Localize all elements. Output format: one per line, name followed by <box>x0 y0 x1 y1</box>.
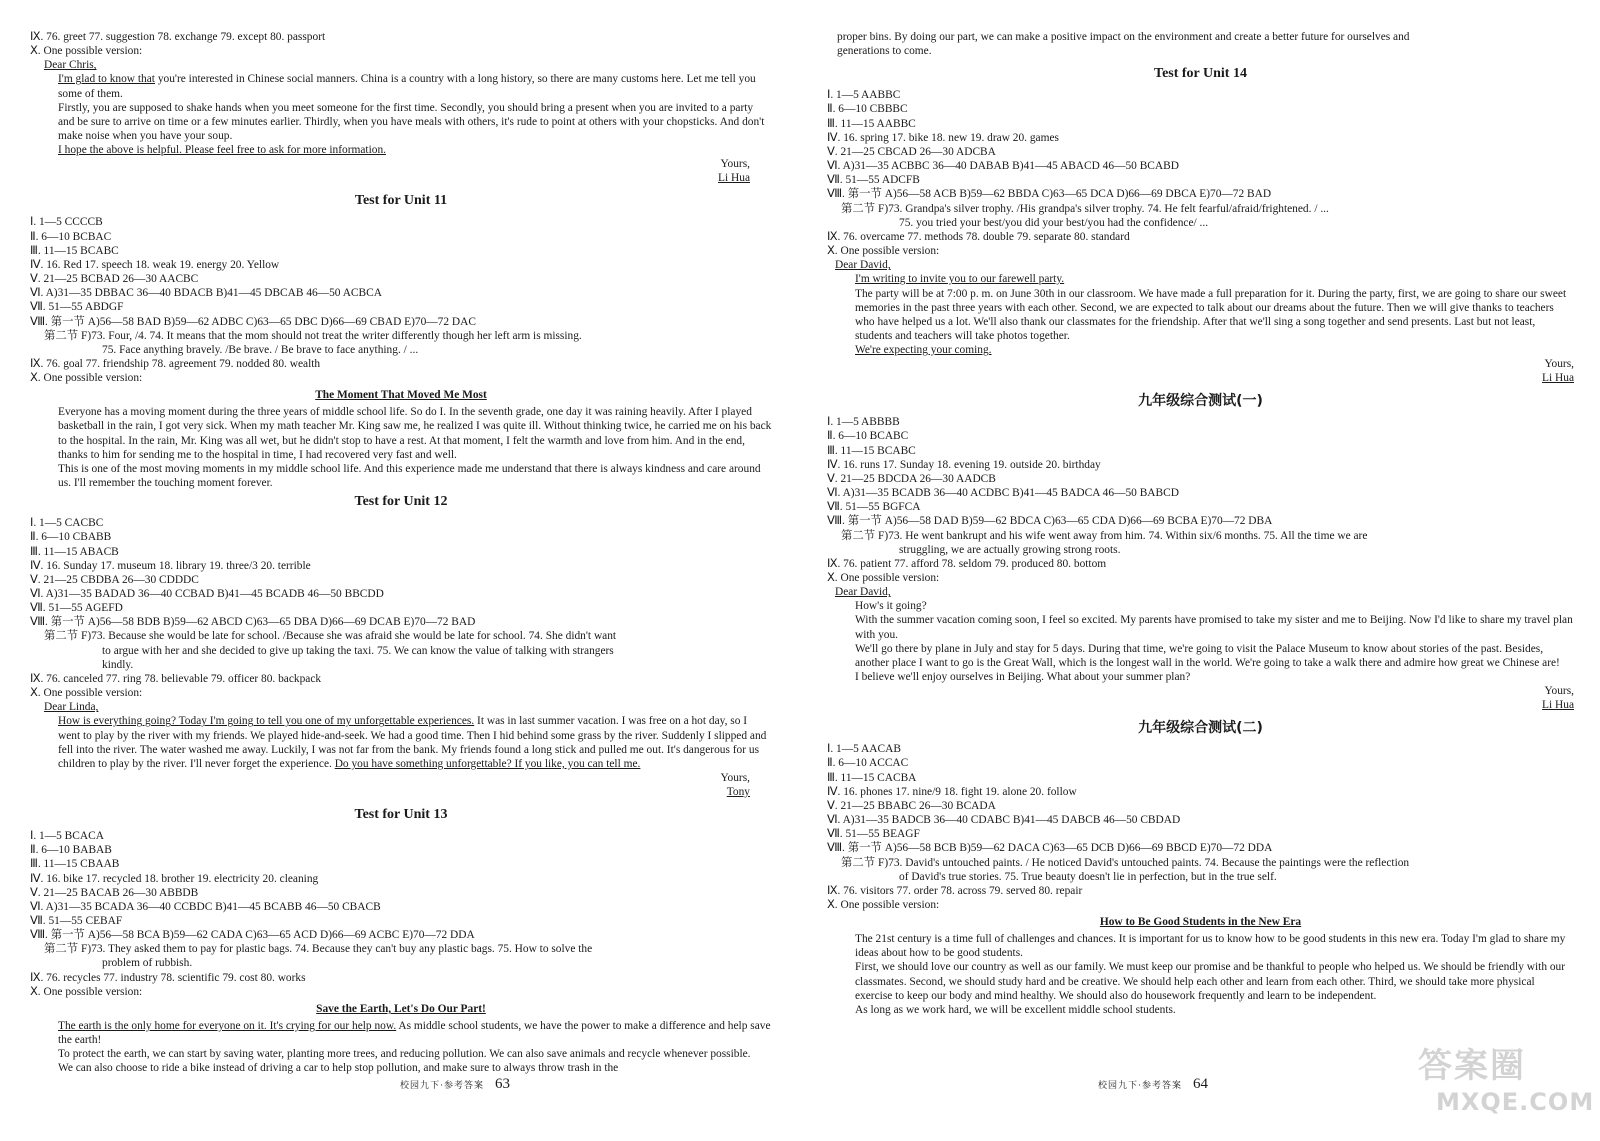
sign-name: Li Hua <box>718 172 750 185</box>
essay-paragraph: Everyone has a moving moment during the three years of middle school life. So do I. In the seventh grade, one day it was raining heavily. After I played basketball in the rain, I got very sick. When my math teacher Mr. King saw me, he realized I was quite ill. Without thinking twice, he carried me on his back to the hospital. In the rain, Mr. King was all wet, but he didn't stop to have a rest. At that moment, I felt the warmth and love from him. And in the end, thanks to him for sending me to the hospital in time, I had recovered very fast and well. <box>58 406 772 461</box>
watermark-en-text: MXQE.COM <box>1436 1088 1595 1116</box>
answer-line: 第二节 F)73. He went bankrupt and his wife went away from him. 74. Within six/6 months. 75. All the time we are <box>841 529 1368 542</box>
underlined-sentence: How is everything going? Today I'm going to tell you one of my unforgettable experiences. <box>58 715 475 728</box>
answer-line: Ⅳ. 16. runs 17. Sunday 18. evening 19. outside 20. birthday <box>827 458 1101 471</box>
paragraph-text: It was in last summer vacation. I was free on a hot day, so I went to play by the river with my friends. We played hide-and-seek. We had a good time. Then I hid behind some grass by the river. Suddenly I slipped and fell into the river. The water washed me away. Luckily, I was not far from the bank. My friends found a long stick and pulled me out. It's dangerous for us children to play by the river. I'll never forget the experience. <box>58 715 767 770</box>
answer-line: 第二节 F)73. They asked them to pay for plastic bags. 74. Because they can't buy any plastic bags. 75. How to solve the <box>44 943 593 956</box>
essay-paragraph: First, we should love our country as well as our family. We must keep our promise and be thankful to people who helped us. We should be friendly with our classmates. Second, we should study hard and be creative. We should help each other and learn from each other. Third, we should take more physical exercise to keep our body and mind healthy. We should also do housework frequently and learn to be independent. <box>855 961 1566 1002</box>
letter-greeting: Dear Linda, <box>44 701 99 714</box>
letter-closing-sentence: I hope the above is helpful. Please feel free to ask for more information. <box>58 144 386 157</box>
answer-line: Ⅷ. 第一节 A)56—58 BCB B)59—62 DACA C)63—65 DCB D)66—69 BBCD E)70—72 DDA <box>827 842 1273 855</box>
answer-line: Ⅰ. 1—5 AACAB <box>827 743 901 756</box>
essay-paragraph: To protect the earth, we can start by saving water, planting more trees, and reducing pollution. We can also save animals and recycle whenever possible. <box>58 1048 751 1061</box>
answer-line: Ⅱ. 6—10 BABAB <box>30 844 112 857</box>
letter-paragraph: We'll go there by plane in July and stay for 5 days. During that time, we're going to visit the Palace Museum to know about stories of the past. Besides, another place I want to go is the Great Wall, which is the longest wall in the world. We're going to take a walk there and admire how great we Chinese are! <box>855 642 1560 669</box>
answer-line: 75. Face anything bravely. /Be brave. / Be brave to face anything. / ... <box>102 343 419 356</box>
letter-paragraph: How's it going? <box>855 600 927 613</box>
answer-line: Ⅶ. 51—55 BGFCA <box>827 501 921 514</box>
paragraph-continuation: generations to come. <box>837 45 932 58</box>
essay-paragraph: This is one of the most moving moments in my middle school life. And this experience made me understand that there is always kindness and care around us. I'll remember the touching moment forever. <box>58 462 761 490</box>
section-title-unit-13: Test for Unit 13 <box>354 807 448 823</box>
footer-book-title: 校园九下·参考答案 <box>1098 1080 1182 1090</box>
answer-line: problem of rubbish. <box>102 957 193 970</box>
answer-line: struggling, we are actually growing strong roots. <box>899 543 1121 556</box>
essay-paragraph: The 21st century is a time full of challenges and chances. It is important for us to know how to be good students in this new era. Today I'm glad to share my ideas about how to be good students. <box>855 933 1566 960</box>
signature-block <box>30 157 772 185</box>
answer-line: Ⅸ. 76. goal 77. friendship 78. agreement 79. nodded 80. wealth <box>30 357 321 370</box>
signature-block <box>30 771 772 799</box>
answer-line: Ⅹ. One possible version: <box>827 245 940 258</box>
essay-paragraph: We can also choose to ride a bike instead of driving a car to help stop pollution, and make sure to always throw trash in the <box>58 1062 619 1075</box>
answer-line: Ⅷ. 第一节 A)56—58 BCA B)59—62 CADA C)63—65 ACD D)66—69 ACBC E)70—72 DDA <box>30 929 475 942</box>
answer-line: Ⅸ. 76. canceled 77. ring 78. believable 79. officer 80. backpack <box>30 672 322 685</box>
answer-line: Ⅷ. 第一节 A)56—58 BDB B)59—62 ABCD C)63—65 DBA D)66—69 DCAB E)70—72 BAD <box>30 616 476 629</box>
answer-line: Ⅲ. 11—15 BCABC <box>827 444 916 457</box>
essay-title: The Moment That Moved Me Most <box>315 389 487 402</box>
sign-yours: Yours, <box>720 158 750 171</box>
answer-line: Ⅲ. 11—15 ABACB <box>30 545 119 558</box>
answer-line: Ⅷ. 第一节 A)56—58 BAD B)59—62 ADBC C)63—65 DBC D)66—69 CBAD E)70—72 DAC <box>30 315 476 328</box>
letter-paragraph: The party will be at 7:00 p. m. on June 30th in our classroom. We have made a full preparation for it. During the party, first, we are going to share our sweet memories in the past three years with each other. Second, we are expected to talk about our dreams about the future. Then we will give thanks to teachers who have helped us a lot. We'll also thank our classmates for the friendship. After that we'll sing a song together and send presents. Last but not least, students and teachers will take photos together. <box>855 287 1567 342</box>
answer-line: Ⅱ. 6—10 BCABC <box>827 430 909 443</box>
answer-line: Ⅵ. A)31—35 BCADA 36—40 CCBDC B)41—45 BCABB 46—50 CBACB <box>30 900 381 913</box>
answer-line: Ⅰ. 1—5 ABBBB <box>827 416 900 429</box>
underlined-sentence: I'm glad to know that <box>58 73 155 86</box>
answer-line: Ⅰ. 1—5 CCCCB <box>30 216 103 229</box>
letter-paragraph <box>30 714 772 771</box>
page-number: 63 <box>495 1076 510 1092</box>
answer-line: Ⅵ. A)31—35 BCADB 36—40 ACDBC B)41—45 BADCA 46—50 BABCD <box>827 487 1179 500</box>
answer-line: 第二节 F)73. Grandpa's silver trophy. /His grandpa's silver trophy. 74. He felt fearful/afraid/frightened. / ... <box>841 202 1329 215</box>
section-title-comprehensive-2: 九年级综合测试(二) <box>1138 720 1263 737</box>
sign-yours: Yours, <box>720 772 750 785</box>
letter-paragraph: I believe we'll enjoy ourselves in Beijing. What about your summer plan? <box>855 671 1191 684</box>
answer-line: Ⅵ. A)31—35 BADAD 36—40 CCBAD B)41—45 BCADB 46—50 BBCDD <box>30 588 384 600</box>
answer-line: Ⅸ. 76. patient 77. afford 78. seldom 79. produced 80. bottom <box>827 557 1107 570</box>
signature-block <box>827 684 1574 712</box>
answer-line: Ⅷ. 第一节 A)56—58 ACB B)59—62 BBDA C)63—65 DCA D)66—69 DBCA E)70—72 BAD <box>827 188 1272 201</box>
essay-paragraph <box>30 1019 772 1047</box>
answer-line: Ⅲ. 11—15 BCABC <box>30 244 119 257</box>
section-title-comprehensive-1: 九年级综合测试(一) <box>1138 393 1263 410</box>
answer-line: Ⅴ. 21—25 BDCDA 26—30 AADCB <box>827 472 996 485</box>
paragraph-continuation: proper bins. By doing our part, we can make a positive impact on the environment and create a better future for ourselves and <box>837 31 1410 43</box>
page-footer-right <box>1098 1076 1208 1141</box>
answer-line: to argue with her and she decided to give up taking the taxi. 75. We can know the value of talking with strangers <box>102 644 614 657</box>
paragraph-text: As middle school students, we have the power to make a difference and help save the earth! <box>58 1019 771 1047</box>
underlined-sentence: Do you have something unforgettable? If you like, you can tell me. <box>334 757 641 770</box>
answer-line: Ⅴ. 21—25 CBDBA 26—30 CDDDC <box>30 573 199 586</box>
page-footer-left <box>400 1076 510 1141</box>
essay-paragraph: As long as we work hard, we will be excellent middle school students. <box>855 1003 1176 1016</box>
essay-title: How to Be Good Students in the New Era <box>1099 916 1302 929</box>
underlined-sentence: I'm writing to invite you to our farewell party. <box>855 273 1065 286</box>
answer-line: Ⅸ. 76. visitors 77. order 78. across 79. served 80. repair <box>827 884 1083 897</box>
answer-line: Ⅴ. 21—25 BACAB 26—30 ABBDB <box>30 886 199 899</box>
answer-line: Ⅶ. 51—55 BEAGF <box>827 828 920 841</box>
essay-title: Save the Earth, Let's Do Our Part! <box>316 1002 486 1015</box>
answer-line: Ⅳ. 16. Sunday 17. museum 18. library 19. three/3 20. terrible <box>30 559 311 572</box>
answer-line: Ⅷ. 第一节 A)56—58 DAD B)59—62 BDCA C)63—65 CDA D)66—69 BCBA E)70—72 DBA <box>827 515 1273 528</box>
answer-line: Ⅵ. A)31—35 ACBBC 36—40 DABAB B)41—45 ABACD 46—50 BCABD <box>827 160 1179 173</box>
answer-line: Ⅸ. 76. overcame 77. methods 78. double 79. separate 80. standard <box>827 230 1130 243</box>
section-title-unit-11: Test for Unit 11 <box>354 193 448 209</box>
underlined-sentence: The earth is the only home for everyone on it. It's crying for our help now. <box>58 1019 397 1032</box>
answer-line: 75. you tried your best/you did your best/you had the confidence/ ... <box>899 216 1209 229</box>
answer-line: Ⅴ. 21—25 CBCAD 26—30 ADCBA <box>827 145 996 158</box>
signature-block <box>827 357 1574 385</box>
letter-greeting: Dear Chris, <box>44 59 97 72</box>
answer-line: Ⅰ. 1—5 BCACA <box>30 830 104 843</box>
answer-line: Ⅹ. One possible version: <box>30 45 143 58</box>
letter-greeting: Dear David, <box>835 586 891 599</box>
answer-line: 第二节 F)73. David's untouched paints. / He noticed David's untouched paints. 74. Because the paintings were the reflection <box>841 856 1410 869</box>
right-page <box>827 30 1574 1122</box>
answer-line: Ⅹ. One possible version: <box>30 372 143 385</box>
sign-name: Li Hua <box>1542 699 1574 712</box>
answer-line: Ⅰ. 1—5 CACBC <box>30 517 104 530</box>
answer-line: Ⅹ. One possible version: <box>30 985 143 998</box>
answer-line: of David's true stories. 75. True beauty doesn't lie in perfection, but in the true self. <box>899 870 1277 883</box>
answer-line: Ⅵ. A)31—35 BADCB 36—40 CDABC B)41—45 DABCB 46—50 CBDAD <box>827 814 1181 827</box>
section-title-unit-14: Test for Unit 14 <box>1154 66 1247 82</box>
page-number: 64 <box>1193 1076 1208 1092</box>
answer-line: Ⅲ. 11—15 CACBA <box>827 771 917 784</box>
letter-paragraph: Firstly, you are supposed to shake hands when you meet someone for the first time. Secondly, you should bring a present when you are invited to a party and be sure to arrive on time or a few minutes earlier. Thirdly, when you have meals with others, it's rude to point at others with your chopsticks. And don't make noise when you have your soup. <box>58 101 765 143</box>
answer-line: Ⅳ. 16. bike 17. recycled 18. brother 19. electricity 20. cleaning <box>30 872 319 885</box>
sign-name: Li Hua <box>1542 372 1574 385</box>
sign-name: Tony <box>726 786 750 799</box>
answer-line: Ⅹ. One possible version: <box>827 572 940 584</box>
answer-line: Ⅴ. 21—25 BBABC 26—30 BCADA <box>827 799 996 812</box>
answer-line: Ⅱ. 6—10 CBBBC <box>827 103 908 116</box>
answer-line: Ⅴ. 21—25 BCBAD 26—30 AACBC <box>30 273 199 286</box>
answer-line: Ⅰ. 1—5 AABBC <box>827 89 901 102</box>
answer-line: Ⅵ. A)31—35 DBBAC 36—40 BDACB B)41—45 DBCAB 46—50 ACBCA <box>30 287 382 300</box>
answer-line: Ⅳ. 16. Red 17. speech 18. weak 19. energy 20. Yellow <box>30 258 280 271</box>
answer-line: Ⅳ. 16. spring 17. bike 18. new 19. draw 20. games <box>827 131 1059 144</box>
answer-line: 第二节 F)73. Four, /4. 74. It means that the mom should not treat the writer differently though her left arm is missing. <box>44 329 582 342</box>
answer-line: Ⅲ. 11—15 AABBC <box>827 117 916 130</box>
answer-line: Ⅱ. 6—10 ACCAC <box>827 757 909 770</box>
answer-line: Ⅱ. 6—10 CBABB <box>30 531 112 544</box>
letter-paragraph: With the summer vacation coming soon, I feel so excited. My parents have promised to take my sister and me to Beijing. Now I'd like to share my travel plan with you. <box>855 614 1573 641</box>
answer-line: 第二节 F)73. Because she would be late for school. /Because she was afraid she would be late for school. 74. She didn't want <box>44 630 617 643</box>
answer-line: Ⅶ. 51—55 ADCFB <box>827 174 920 187</box>
left-page <box>30 30 772 1122</box>
sign-yours: Yours, <box>1544 358 1574 371</box>
letter-paragraph <box>30 72 772 100</box>
underlined-sentence: We're expecting your coming. <box>855 344 992 357</box>
answer-line: Ⅶ. 51—55 ABDGF <box>30 301 124 314</box>
answer-line: kindly. <box>102 658 134 671</box>
site-watermark-logo <box>1408 1038 1595 1128</box>
answer-line: Ⅸ. 76. recycles 77. industry 78. scientific 79. cost 80. works <box>30 971 306 984</box>
watermark-cn-text: 答案圈 <box>1418 1046 1526 1086</box>
answer-line: Ⅹ. One possible version: <box>30 687 143 700</box>
answer-line: Ⅲ. 11—15 CBAAB <box>30 858 120 871</box>
footer-book-title: 校园九下·参考答案 <box>400 1080 484 1090</box>
answer-line: Ⅸ. 76. greet 77. suggestion 78. exchange 79. except 80. passport <box>30 31 326 43</box>
answer-line: Ⅶ. 51—55 AGEFD <box>30 602 123 615</box>
sign-yours: Yours, <box>1544 685 1574 698</box>
letter-greeting: Dear David, <box>835 259 891 272</box>
answer-line: Ⅹ. One possible version: <box>827 898 940 911</box>
section-title-unit-12: Test for Unit 12 <box>354 494 448 510</box>
answer-line: Ⅱ. 6—10 BCBAC <box>30 230 112 243</box>
answer-line: Ⅶ. 51—55 CEBAF <box>30 914 123 927</box>
answer-line: Ⅳ. 16. phones 17. nine/9 18. fight 19. alone 20. follow <box>827 785 1077 798</box>
paragraph-text: you're interested in Chinese social manners. China is a country with a long history, so there are many customs here. Let me tell you some of them. <box>58 73 756 100</box>
